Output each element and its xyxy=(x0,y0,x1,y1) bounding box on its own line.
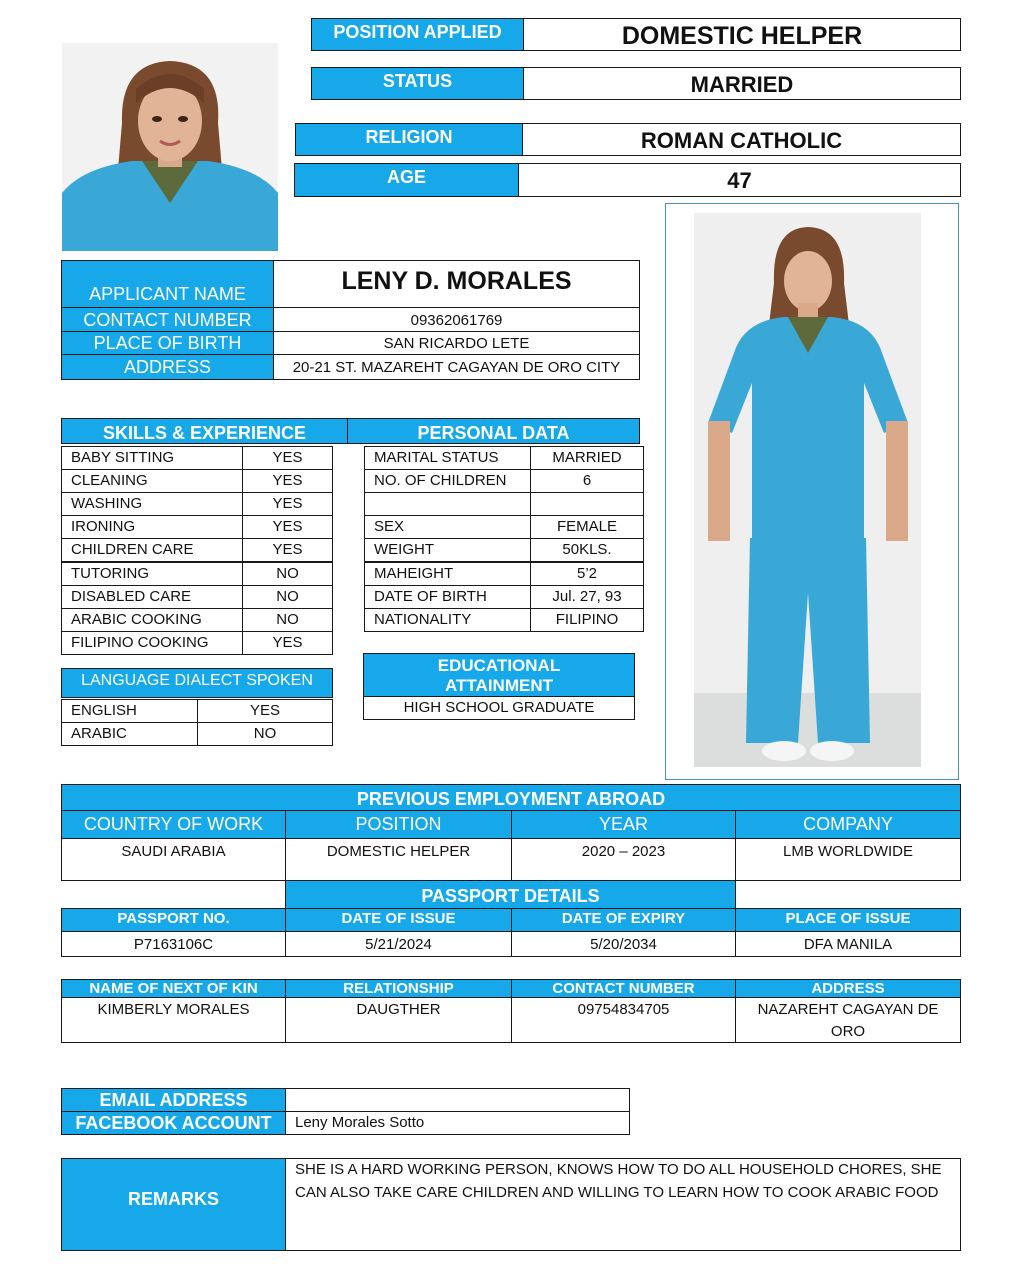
skill-value: NO xyxy=(242,608,333,632)
personal-label: SEX xyxy=(364,515,531,539)
employment-country: SAUDI ARABIA xyxy=(61,838,286,881)
personal-label: MAHEIGHT xyxy=(364,562,531,586)
employment-header-position: POSITION xyxy=(285,810,512,839)
language-name: ARABIC xyxy=(61,722,198,746)
kin-relationship: DAUGTHER xyxy=(285,997,512,1043)
passport-title: PASSPORT DETAILS xyxy=(285,880,736,909)
kin-contact: 09754834705 xyxy=(511,997,736,1043)
passport-header-place: PLACE OF ISSUE xyxy=(735,908,961,932)
personal-value: Jul. 27, 93 xyxy=(530,585,644,609)
personal-value: 5’2 xyxy=(530,562,644,586)
position-applied-value: DOMESTIC HELPER xyxy=(523,18,961,51)
skill-name: ARABIC COOKING xyxy=(61,608,243,632)
skill-name: TUTORING xyxy=(61,562,243,586)
facebook-value: Leny Morales Sotto xyxy=(285,1111,630,1135)
kin-header-contact: CONTACT NUMBER xyxy=(511,979,736,998)
passport-place: DFA MANILA xyxy=(735,931,961,957)
passport-expiry-date: 5/20/2034 xyxy=(511,931,736,957)
personal-value: FEMALE xyxy=(530,515,644,539)
passport-header-number: PASSPORT NO. xyxy=(61,908,286,932)
contact-number-value: 09362061769 xyxy=(273,307,640,332)
skill-value: YES xyxy=(242,492,333,516)
personal-data-title: PERSONAL DATA xyxy=(347,418,640,444)
kin-header-relationship: RELATIONSHIP xyxy=(285,979,512,998)
passport-header-issue-date: DATE OF ISSUE xyxy=(285,908,512,932)
personal-value xyxy=(530,492,644,516)
personal-value: MARRIED xyxy=(530,446,644,470)
remarks-label: REMARKS xyxy=(61,1158,286,1251)
skill-value: YES xyxy=(242,631,333,655)
email-value xyxy=(285,1088,630,1112)
language-name: ENGLISH xyxy=(61,699,198,723)
personal-label: MARITAL STATUS xyxy=(364,446,531,470)
personal-label: NATIONALITY xyxy=(364,608,531,632)
kin-name: KIMBERLY MORALES xyxy=(61,997,286,1043)
full-body-photo-frame xyxy=(665,203,959,780)
kin-address: NAZAREHT CAGAYAN DE ORO xyxy=(735,997,961,1043)
skill-name: WASHING xyxy=(61,492,243,516)
employment-position: DOMESTIC HELPER xyxy=(285,838,512,881)
personal-label: DATE OF BIRTH xyxy=(364,585,531,609)
place-of-birth-label: PLACE OF BIRTH xyxy=(61,331,274,355)
education-title xyxy=(363,653,635,697)
address-value: 20-21 ST. MAZAREHT CAGAYAN DE ORO CITY xyxy=(273,354,640,380)
language-value: YES xyxy=(197,699,333,723)
employment-header-company: COMPANY xyxy=(735,810,961,839)
skill-name: FILIPINO COOKING xyxy=(61,631,243,655)
personal-value: FILIPINO xyxy=(530,608,644,632)
facebook-label: FACEBOOK ACCOUNT xyxy=(61,1111,286,1135)
passport-number: P7163106C xyxy=(61,931,286,957)
education-title-line1: EDUCATIONAL xyxy=(437,656,561,675)
skill-name: DISABLED CARE xyxy=(61,585,243,609)
employment-year: 2020 – 2023 xyxy=(511,838,736,881)
language-title: LANGUAGE DIALECT SPOKEN xyxy=(61,668,333,698)
passport-header-expiry-date: DATE OF EXPIRY xyxy=(511,908,736,932)
skill-value: YES xyxy=(242,469,333,493)
headshot-illustration xyxy=(62,43,278,251)
age-label: AGE xyxy=(294,163,519,197)
applicant-name-label xyxy=(61,260,274,308)
passport-issue-date: 5/21/2024 xyxy=(285,931,512,957)
personal-label xyxy=(364,492,531,516)
applicant-name-label-text: APPLICANT NAME xyxy=(89,284,246,304)
place-of-birth-value: SAN RICARDO LETE xyxy=(273,331,640,355)
religion-value: ROMAN CATHOLIC xyxy=(522,123,961,156)
skill-name: IRONING xyxy=(61,515,243,539)
personal-label: WEIGHT xyxy=(364,538,531,562)
personal-value: 6 xyxy=(530,469,644,493)
skills-title: SKILLS & EXPERIENCE xyxy=(61,418,348,444)
remarks-text: SHE IS A HARD WORKING PERSON, KNOWS HOW TO DO ALL HOUSEHOLD CHORES, SHE CAN ALSO TAKE CARE CHILDREN AND WILLING TO LEARN HOW TO COOK ARABIC FOOD xyxy=(285,1158,961,1251)
applicant-name-value: LENY D. MORALES xyxy=(273,260,640,308)
personal-label: NO. OF CHILDREN xyxy=(364,469,531,493)
headshot-photo xyxy=(62,43,278,251)
full-body-photo xyxy=(694,213,921,767)
education-title-line2: ATTAINMENT xyxy=(445,676,553,695)
employment-company: LMB WORLDWIDE xyxy=(735,838,961,881)
skill-name: BABY SITTING xyxy=(61,446,243,470)
skill-value: YES xyxy=(242,446,333,470)
email-label: EMAIL ADDRESS xyxy=(61,1088,286,1112)
full-body-illustration xyxy=(694,213,921,767)
employment-header-country: COUNTRY OF WORK xyxy=(61,810,286,839)
religion-label: RELIGION xyxy=(295,123,523,156)
contact-number-label: CONTACT NUMBER xyxy=(61,307,274,332)
education-value: HIGH SCHOOL GRADUATE xyxy=(363,696,635,720)
employment-title: PREVIOUS EMPLOYMENT ABROAD xyxy=(61,784,961,811)
skill-value: NO xyxy=(242,562,333,586)
skill-name: CHILDREN CARE xyxy=(61,538,243,562)
employment-header-year: YEAR xyxy=(511,810,736,839)
language-value: NO xyxy=(197,722,333,746)
age-value: 47 xyxy=(518,163,961,197)
skill-value: YES xyxy=(242,515,333,539)
skill-value: NO xyxy=(242,585,333,609)
personal-value: 50KLS. xyxy=(530,538,644,562)
kin-header-name: NAME OF NEXT OF KIN xyxy=(61,979,286,998)
skill-value: YES xyxy=(242,538,333,562)
skill-name: CLEANING xyxy=(61,469,243,493)
kin-header-address: ADDRESS xyxy=(735,979,961,998)
address-label: ADDRESS xyxy=(61,354,274,380)
status-value: MARRIED xyxy=(523,67,961,100)
status-label: STATUS xyxy=(311,67,524,100)
position-applied-label: POSITION APPLIED xyxy=(311,18,524,51)
